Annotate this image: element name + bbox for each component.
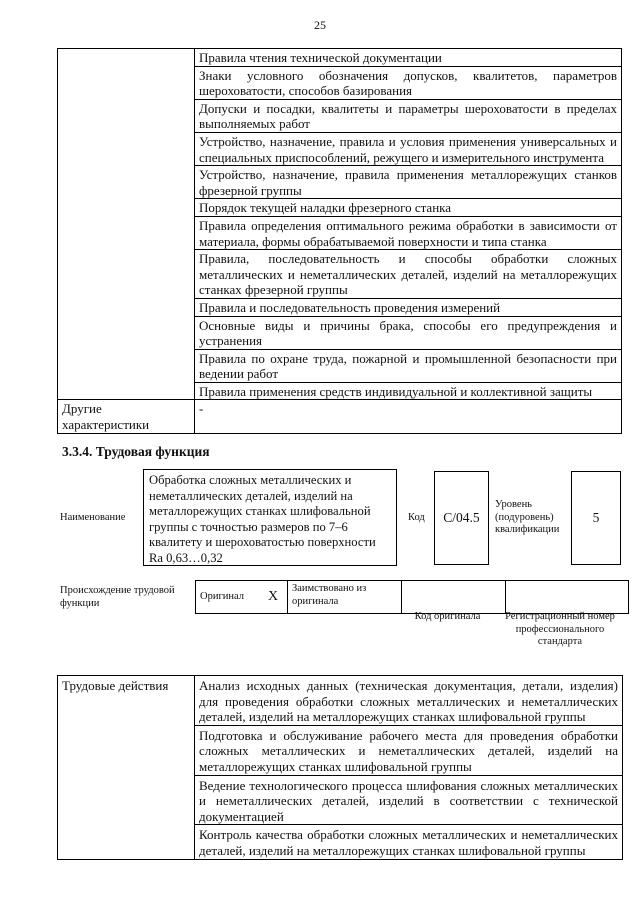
- page-number: 25: [314, 18, 326, 32]
- code-original-cell: [402, 581, 506, 614]
- labor-action-item: Контроль качества обработки сложных металлических и неметаллических деталей, изделий на металлорежущих станках шлифовальной группы: [195, 825, 623, 859]
- labor-action-item: Подготовка и обслуживание рабочего места для проведения обработки сложных металлических и неметаллических деталей, изделий на металлорежущих станках шлифовальной группы: [195, 725, 623, 775]
- knowledge-item: Знаки условного обозначения допусков, квалитетов, параметров шероховатости, способов базирования: [195, 66, 622, 99]
- name-label: Наименование: [60, 512, 126, 523]
- section-title: 3.3.4. Трудовая функция: [62, 444, 210, 459]
- qualification-level-box: 5: [571, 471, 621, 565]
- labor-action-item: Ведение технологического процесса шлифования сложных металлических и неметаллических деталей, изделий в соответствии с технической документацией: [195, 775, 623, 825]
- other-characteristics-value: -: [195, 400, 622, 433]
- qualification-level-label: Уровень (подуровень) квалификации: [495, 499, 560, 535]
- knowledge-item: Правила, последовательность и способы обработки сложных металлических и неметаллических деталей, изделий на металлорежущих станках фрезерной группы: [195, 250, 622, 299]
- knowledge-label-cell: [58, 49, 195, 400]
- origin-table: [195, 580, 629, 614]
- origin-label: Происхождение трудовой функции: [60, 585, 175, 609]
- knowledge-item: Правила по охране труда, пожарной и промышленной безопасности при ведении работ: [195, 349, 622, 382]
- code-original-caption: Код оригинала: [414, 611, 481, 622]
- code-label: Код: [408, 512, 425, 523]
- function-name-box: Обработка сложных металлических и неметаллических деталей, изделий на металлорежущих станках шлифовальной группы с точностью размеров по 7–6 квалитету и шероховатостью поверхности Ra 0,63…0,32: [143, 469, 397, 566]
- original-label: Оригинал: [196, 581, 260, 614]
- knowledge-item: Правила применения средств индивидуальной и коллективной защиты: [195, 382, 622, 400]
- knowledge-item: Порядок текущей наладки фрезерного станка: [195, 199, 622, 217]
- labor-actions-label: Трудовые действия: [58, 676, 195, 860]
- reg-number-caption: Регистрационный номер профессионального стандарта: [505, 611, 615, 647]
- original-mark: X: [259, 581, 288, 614]
- borrowed-label: Заимствовано из оригинала: [288, 581, 402, 614]
- labor-actions-table: [57, 675, 623, 860]
- knowledge-item: Устройство, назначение, правила применения металлорежущих станков фрезерной группы: [195, 166, 622, 199]
- knowledge-item: Правила чтения технической документации: [195, 49, 622, 67]
- knowledge-item: Правила определения оптимального режима обработки в зависимости от материала, формы обрабатываемой поверхности и типа станка: [195, 216, 622, 249]
- reg-number-cell: [506, 581, 629, 614]
- knowledge-table: [57, 48, 622, 434]
- code-value-box: C/04.5: [434, 471, 489, 565]
- knowledge-item: Устройство, назначение, правила и условия применения универсальных и специальных приспособлений, режущего и измерительного инструмента: [195, 132, 622, 165]
- labor-action-item: Анализ исходных данных (техническая документация, детали, изделия) для проведения обработки сложных металлических и неметаллических деталей, изделий на металлорежущих станках шлифовальной группы: [195, 676, 623, 726]
- knowledge-item: Правила и последовательность проведения измерений: [195, 298, 622, 316]
- knowledge-item: Основные виды и причины брака, способы его предупреждения и устранения: [195, 316, 622, 349]
- knowledge-item: Допуски и посадки, квалитеты и параметры шероховатости в пределах выполняемых работ: [195, 99, 622, 132]
- other-characteristics-label: Другие характеристики: [58, 400, 195, 433]
